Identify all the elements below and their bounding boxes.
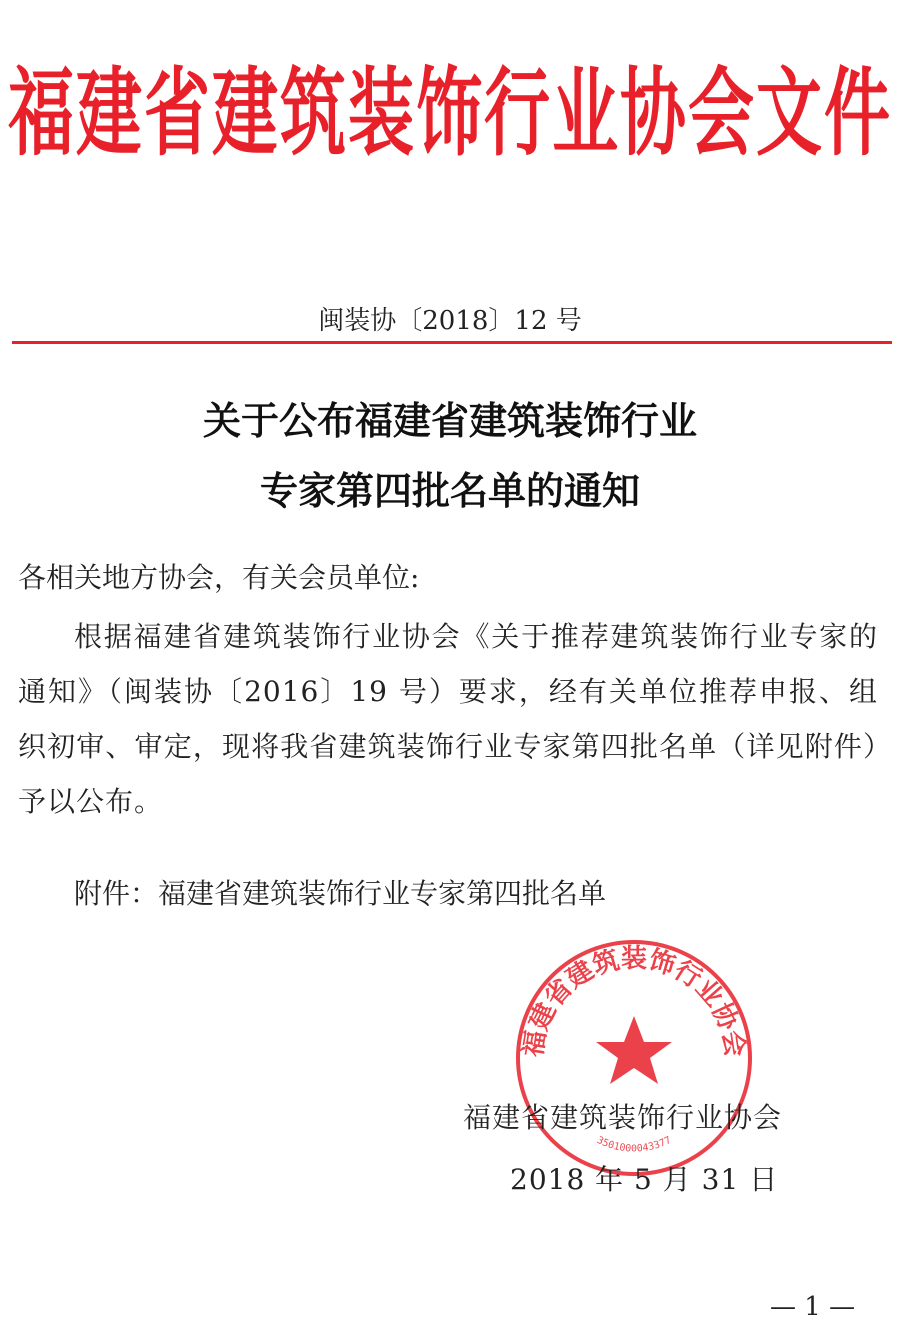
notice-title-line-2: 专家第四批名单的通知 [259, 468, 640, 513]
document-number: 闽装协〔2018〕12 号 [318, 306, 582, 336]
salutation: 各相关地方协会，有关会员单位: [18, 561, 420, 594]
seal-number: 3501000043377 [594, 1134, 674, 1155]
official-seal-stamp [514, 938, 754, 1178]
red-divider-line [12, 341, 892, 344]
attachment-line: 附件：福建省建筑装饰行业专家第四批名单 [74, 877, 607, 910]
letterhead-title: 福建省建筑装饰行业协会文件 [8, 57, 892, 170]
signatory-organization: 福建省建筑装饰行业协会 [463, 1101, 783, 1134]
notice-title-line-1: 关于公布福建省建筑装饰行业 [202, 398, 697, 443]
seal-arc-text: 福建省建筑装饰行业协会 [518, 944, 750, 1059]
issue-date: 2018 年 5 月 31 日 [510, 1163, 779, 1196]
body-paragraph: 根据福建省建筑装饰行业协会《关于推荐建筑装饰行业专家的通知》（闽装协〔2016〕19 号）要求，经有关单位推荐申报、组织初审、审定，现将我省建筑装饰行业专家第四批名单（详见附件）予以公布。 [18, 620, 878, 818]
page-number: — 1 — [770, 1292, 856, 1322]
star-icon [596, 1016, 672, 1084]
